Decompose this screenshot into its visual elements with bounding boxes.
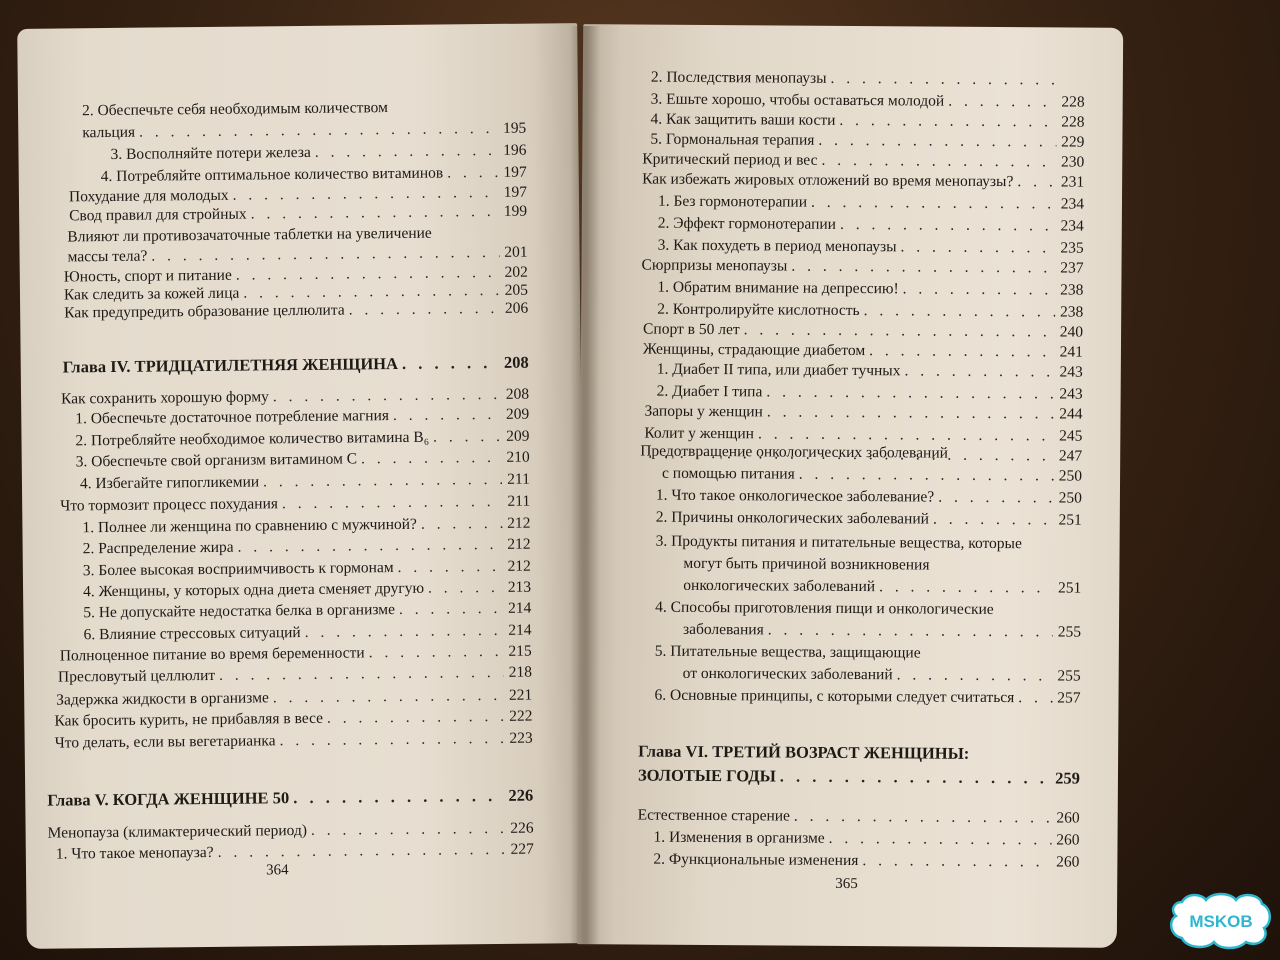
toc-page-number: 238 [1060, 281, 1084, 299]
toc-entry [83, 558, 531, 581]
dot-leader [766, 383, 1054, 403]
dot-leader [900, 238, 1055, 257]
right-page [577, 24, 1123, 948]
toc-entry [56, 687, 532, 710]
dot-leader [421, 515, 503, 534]
toc-page-number: 209 [505, 405, 530, 423]
toc-entry [101, 164, 527, 186]
toc-entry-title: Колит у женщин [644, 424, 755, 443]
toc-entry [54, 708, 532, 731]
toc-entry-title: от онкологических заболеваний [682, 664, 893, 684]
dot-leader [811, 194, 1056, 214]
page-number-right: 365 [835, 875, 858, 893]
dot-leader [327, 708, 505, 728]
toc-entry [658, 215, 1084, 236]
toc-page-number: 226 [510, 819, 534, 837]
toc-entry-title: 2. Контролируйте кислотность [657, 300, 860, 320]
dot-leader [238, 536, 503, 557]
toc-page-number: 234 [1060, 195, 1085, 213]
toc-entry-title: Похудание для молодых [68, 186, 229, 206]
toc-page-number: 205 [504, 281, 529, 299]
toc-entry-title: 5. Гормональная терапия [650, 130, 815, 149]
toc-entry [82, 99, 388, 120]
toc-entry-title: Как следить за кожей лица [63, 284, 240, 304]
toc-entry [643, 341, 1083, 362]
toc-entry-title: 3. Ешьте хорошо, чтобы оставаться молодой [650, 90, 945, 110]
dot-leader [399, 600, 504, 619]
toc-entry [655, 599, 994, 619]
toc-entry [60, 643, 532, 666]
dot-leader [305, 622, 504, 642]
toc-page-number: 247 [1058, 447, 1083, 465]
toc-entry-title: 3. Восполняйте потери железа [110, 143, 311, 163]
toc-entry-title: 4. Избегайте гипогликемии [79, 473, 260, 493]
toc-page-number: 214 [507, 599, 532, 617]
toc-page-number: 238 [1059, 303, 1084, 321]
dot-leader [1017, 173, 1056, 191]
dot-leader [830, 70, 1056, 90]
toc-page-number: 202 [504, 263, 528, 281]
dot-leader [428, 579, 503, 598]
toc-entry-title: 4. Потребляйте оптимальное количество витаминов [100, 164, 444, 186]
dot-leader [818, 132, 1056, 152]
toc-entry-title: Естественное старение [637, 806, 791, 825]
toc-entry [662, 465, 1082, 486]
toc-page-number: 244 [1059, 405, 1083, 423]
toc-entry-title: 2. Причины онкологических заболеваний [655, 508, 930, 528]
dot-leader [151, 244, 499, 266]
toc-entry [83, 536, 531, 559]
dot-leader [393, 406, 501, 425]
dot-leader [315, 142, 499, 162]
toc-entry [75, 406, 529, 429]
toc-entry-title: 3. Обеспечьте свой организм витамином С [75, 450, 358, 471]
toc-entry-title: 6. Основные принципы, с которыми следует считаться [654, 686, 1015, 707]
toc-entry-title: Свод правил для стройных [69, 205, 247, 225]
toc-entry-title: 2. Последствия менопаузы [650, 68, 827, 87]
toc-entry-title: с помощью питания [662, 464, 795, 483]
toc-entry-title: 6. Влияние стрессовых ситуаций [83, 624, 301, 644]
dot-leader [821, 152, 1056, 172]
toc-page-number: 227 [510, 840, 534, 858]
toc-entry-title: Юность, спорт и питание [63, 266, 232, 286]
toc-entry-title: Как бросить курить, не прибавляя в весе [54, 709, 324, 730]
mskob-watermark [1168, 890, 1274, 950]
toc-entry [643, 321, 1083, 342]
toc-entry [644, 403, 1082, 424]
chapter-heading [638, 767, 1080, 788]
toc-entry-title: Глава V. КОГДА ЖЕНЩИНЕ 50 [47, 788, 290, 810]
toc-page-number: 208 [505, 385, 530, 403]
toc-page-number: 228 [1061, 113, 1085, 131]
chapter-heading [63, 354, 529, 377]
toc-entry [683, 555, 929, 575]
dot-leader [349, 300, 501, 320]
dot-leader [862, 852, 1051, 871]
chapter-heading [47, 787, 533, 810]
toc-page-number: 260 [1056, 831, 1080, 849]
toc-entry-title: Сюрпризы менопаузы [641, 256, 788, 275]
toc-entry-title: заболевания [682, 620, 764, 639]
toc-page-number: 196 [503, 141, 527, 159]
toc-entry [651, 69, 1085, 90]
toc-entry [683, 577, 1081, 598]
open-book [22, 26, 1118, 946]
toc-page-number: 218 [508, 663, 533, 681]
toc-entry [75, 428, 529, 451]
toc-page-number: 260 [1056, 853, 1080, 871]
watermark-text: MSKOB [1189, 912, 1253, 931]
toc-entry [60, 493, 530, 516]
dot-leader [744, 321, 1056, 341]
toc-page-number: 201 [504, 243, 528, 261]
toc-entry-title: 2. Обеспечьте себя необходимым количеством [81, 99, 388, 120]
dot-leader [904, 362, 1054, 381]
toc-page-number: 211 [507, 470, 531, 488]
toc-entry [642, 151, 1084, 172]
toc-entry-title: 2. Эффект гормонотерапии [657, 214, 837, 233]
dot-leader [829, 830, 1052, 850]
toc-entry [641, 257, 1083, 278]
toc-entry [110, 142, 526, 164]
dot-leader [897, 666, 1053, 685]
toc-entry [655, 643, 921, 663]
toc-entry [76, 449, 530, 472]
toc-page-number: 221 [508, 686, 533, 704]
toc-page-number: 214 [508, 621, 532, 639]
toc-entry-title: 4. Женщины, у которых одна диета сменяет другую [83, 579, 425, 601]
toc-page-number: 255 [1057, 667, 1081, 685]
dot-leader [398, 558, 503, 577]
toc-entry [83, 579, 531, 602]
dot-leader [233, 184, 500, 205]
toc-entry-title: Что делать, если вы вегетарианка [54, 732, 276, 752]
toc-entry [657, 361, 1083, 382]
dot-leader [139, 120, 498, 142]
dot-leader [864, 302, 1056, 321]
toc-entry-title: 2. Функциональные изменения [653, 850, 859, 870]
toc-entry-title: Менопауза (климактерический период) [47, 821, 308, 842]
toc-entry [683, 621, 1081, 642]
toc-entry [48, 820, 534, 843]
toc-page-number: 213 [507, 578, 532, 596]
toc-entry-title: 1. Без гормонотерапии [657, 192, 808, 211]
toc-entry-title: 4. Способы приготовления пищи и онкологические [655, 598, 994, 619]
toc-page-number: 212 [507, 557, 531, 575]
toc-page-number: 234 [1060, 217, 1084, 235]
toc-entry [658, 237, 1084, 258]
toc-entry-title: Влияют ли противозачаточные таблетки на увеличение [67, 224, 432, 246]
toc-entry [61, 386, 529, 409]
toc-page-number: 260 [1056, 809, 1080, 827]
toc-entry [656, 509, 1082, 530]
dot-leader [218, 841, 506, 862]
toc-page-number: 241 [1059, 343, 1083, 361]
toc-entry-title: 2. Распределение жира [82, 538, 234, 558]
toc-entry [657, 279, 1083, 300]
toc-entry-title: могут быть причиной возникновения [683, 554, 930, 574]
dot-leader [799, 466, 1054, 486]
toc-entry [58, 664, 532, 687]
dot-leader [447, 164, 499, 183]
toc-entry [653, 829, 1079, 850]
toc-entry [640, 443, 948, 463]
toc-page-number: 229 [1061, 133, 1085, 151]
toc-entry [642, 171, 1084, 192]
dot-leader [840, 216, 1056, 236]
dot-leader [369, 643, 504, 662]
dot-leader [933, 511, 1054, 530]
toc-entry-title: кальция [82, 123, 136, 142]
toc-page-number: 243 [1059, 385, 1083, 403]
toc-entry [653, 851, 1079, 872]
dot-leader [879, 578, 1053, 597]
toc-entry-title: Запоры у женщин [644, 402, 763, 421]
toc-entry-title: 1. Диабет II типа, или диабет тучных [656, 360, 901, 380]
toc-page-number: 237 [1060, 259, 1084, 277]
toc-page-number: 255 [1057, 623, 1082, 641]
toc-page-number: 245 [1059, 427, 1083, 445]
dot-leader [273, 687, 505, 707]
toc-entry [64, 300, 528, 323]
toc-entry-title: 1. Обеспечьте достаточное потребление магния [75, 407, 390, 428]
dot-leader [794, 808, 1052, 828]
toc-entry [656, 533, 1022, 554]
dot-leader [869, 342, 1055, 361]
dot-leader [279, 730, 504, 750]
toc-page-number: 226 [508, 785, 534, 805]
toc-entry-title: массы тела? [67, 247, 148, 266]
dot-leader [263, 471, 502, 491]
toc-page-number: 210 [506, 448, 530, 466]
dot-leader [251, 203, 500, 224]
toc-page-number: 240 [1059, 323, 1084, 341]
toc-entry-title: онкологических заболеваний [683, 576, 876, 596]
toc-entry [656, 487, 1082, 508]
toc-entry [657, 301, 1083, 322]
left-page [17, 23, 587, 949]
toc-page-number: 209 [506, 427, 530, 445]
dot-leader [767, 403, 1055, 423]
dot-leader [361, 449, 502, 468]
toc-page-number: 250 [1058, 467, 1083, 485]
toc-entry-title: Предотвращение онкологических заболеваний [640, 442, 949, 462]
toc-page-number: 206 [504, 299, 529, 317]
toc-entry-title: 5. Питательные вещества, защищающие [654, 642, 921, 662]
toc-entry-title: Как сохранить хорошую форму [60, 388, 269, 408]
toc-entry-title: Спорт в 50 лет [643, 320, 740, 339]
dot-leader [948, 93, 1057, 112]
dot-leader [1018, 689, 1052, 707]
dot-leader [768, 621, 1053, 641]
toc-entry [83, 600, 531, 623]
toc-entry [82, 515, 530, 538]
dot-leader [282, 493, 502, 513]
dot-leader [791, 258, 1055, 278]
toc-entry-title: Пресловутый целлюлит [57, 666, 216, 686]
toc-entry [55, 730, 533, 753]
toc-entry-title: Полноценное питание во время беременности [59, 644, 365, 665]
toc-entry-title: Женщины, страдающие диабетом [642, 340, 866, 360]
toc-entry [638, 807, 1080, 828]
toc-page-number: 211 [507, 492, 531, 510]
toc-entry-title: Как избежать жировых отложений во время менопаузы? [642, 170, 1014, 191]
toc-entry [67, 225, 432, 247]
toc-page-number: 251 [1057, 579, 1082, 597]
toc-entry-title: Критический период и вес [642, 150, 818, 169]
toc-entry-title: Глава IV. ТРИДЦАТИЛЕТНЯЯ ЖЕНЩИНА [62, 353, 399, 377]
toc-page-number: 212 [507, 535, 531, 553]
chapter-heading [638, 743, 969, 763]
toc-page-number: 250 [1058, 489, 1082, 507]
dot-leader [293, 787, 505, 807]
toc-entry [80, 471, 530, 494]
toc-entry [658, 193, 1084, 214]
toc-entry-title: 3. Продукты питания и питательные вещества, которые [655, 532, 1022, 553]
page-number-left: 364 [265, 862, 289, 879]
toc-entry [67, 244, 527, 267]
toc-entry-title: Глава VI. ТРЕТИЙ ВОЗРАСТ ЖЕНЩИНЫ: [638, 741, 970, 763]
toc-entry-title: 2. Потребляйте необходимое количество витамина B₆ [75, 428, 430, 450]
toc-entry-title: ЗОЛОТЫЕ ГОДЫ [637, 765, 776, 786]
dot-leader [758, 425, 1054, 445]
toc-entry [651, 91, 1085, 112]
toc-entry-title: 1. Полнее ли женщина по сравнению с мужчиной? [82, 515, 417, 537]
toc-entry-title: Что тормозит процесс похудания [60, 495, 279, 515]
toc-page-number: 222 [509, 707, 533, 725]
toc-entry-title: Задержка жидкости в организме [56, 689, 269, 709]
dot-leader [402, 354, 500, 373]
toc-page-number: 199 [503, 202, 528, 220]
toc-entry-title: 3. Как похудеть в период менопаузы [657, 236, 897, 256]
toc-page-number: 197 [503, 163, 527, 181]
toc-page-number: 259 [1055, 768, 1081, 788]
toc-entry [650, 131, 1084, 152]
toc-entry-title: 1. Обратим внимание на депрессию! [657, 278, 899, 298]
dot-leader [938, 489, 1054, 508]
toc-entry [83, 622, 531, 645]
toc-page-number: 228 [1061, 93, 1085, 111]
dot-leader [219, 664, 504, 685]
toc-page-number: 231 [1060, 173, 1085, 191]
toc-page-number: 257 [1057, 689, 1081, 707]
toc-entry [650, 111, 1084, 132]
toc-page-number: 251 [1058, 511, 1082, 529]
toc-entry [657, 383, 1083, 404]
dot-leader [780, 768, 1052, 788]
toc-entry-title: Как предупредить образование целлюлита [64, 301, 345, 322]
toc-entry-title: 5. Не допускайте недостатка белка в организме [83, 601, 395, 622]
toc-page-number: 212 [507, 514, 531, 532]
toc-page-number: 208 [503, 352, 529, 372]
toc-page-number: 195 [502, 119, 527, 137]
toc-entry [82, 120, 526, 143]
toc-entry-title: 1. Что такое менопауза? [55, 843, 214, 863]
toc-entry [683, 665, 1081, 686]
toc-entry-title: 3. Более высокая восприимчивость к гормонам [82, 559, 394, 580]
toc-entry [56, 841, 534, 864]
toc-entry [654, 687, 1080, 708]
dot-leader [433, 428, 502, 447]
toc-entry [69, 203, 527, 226]
dot-leader [903, 280, 1056, 299]
toc-page-number: 197 [503, 183, 528, 201]
toc-page-number: 215 [508, 642, 532, 660]
toc-page-number: 223 [509, 729, 533, 747]
toc-entry-title: 4. Как защитить ваши кости [650, 110, 836, 129]
toc-page-number: 230 [1060, 153, 1085, 171]
dot-leader [839, 112, 1056, 132]
toc-entry-title: 1. Изменения в организме [653, 828, 825, 847]
toc-entry-title: 1. Что такое онкологическое заболевание? [655, 486, 935, 506]
toc-page-number: 243 [1059, 363, 1083, 381]
dot-leader [273, 386, 501, 406]
toc-entry-title: 2. Диабет I типа [656, 382, 763, 401]
dot-leader [311, 820, 506, 840]
toc-page-number: 235 [1060, 239, 1084, 257]
